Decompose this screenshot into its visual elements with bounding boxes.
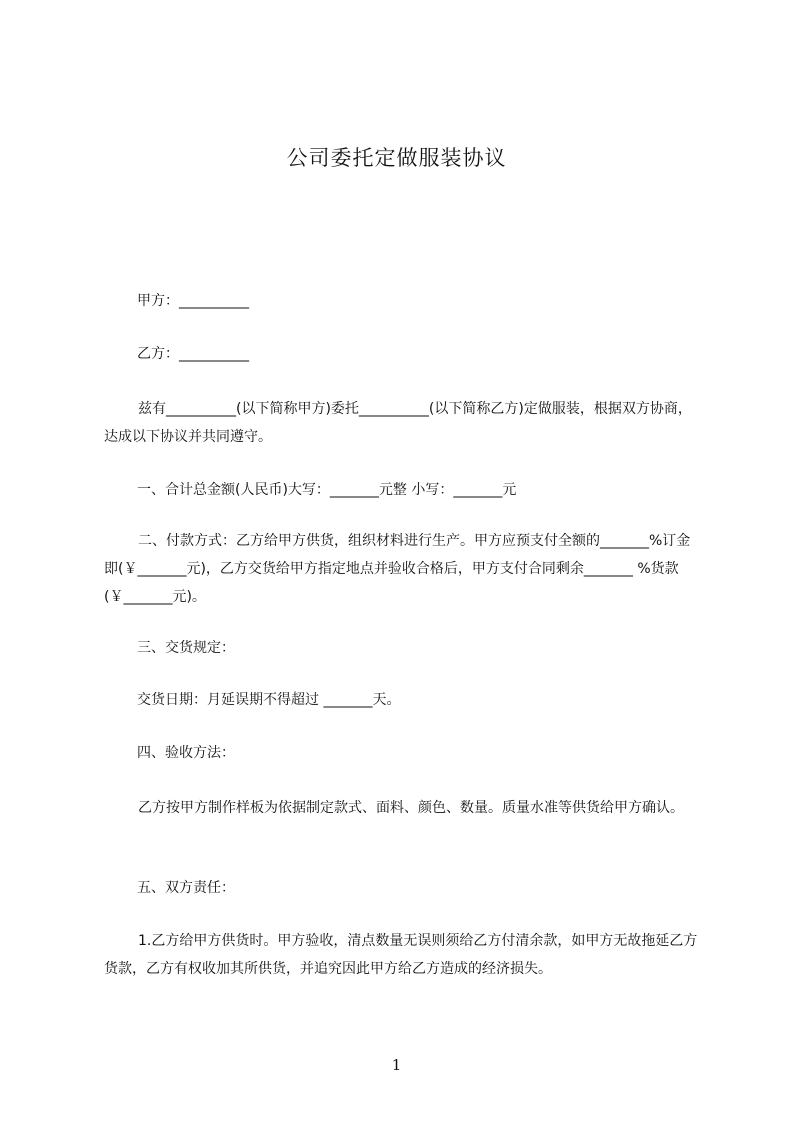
intro-paragraph [104, 395, 704, 451]
section-5-heading: 五、双方责任： [137, 880, 235, 896]
section-3-heading: 三、交货规定： [137, 640, 235, 656]
section-4-heading: 四、验收方法： [137, 745, 235, 761]
page-number: 1 [391, 1056, 402, 1074]
section-4-body [104, 794, 704, 822]
section-5-item-1 [104, 927, 704, 983]
document-title: 公司委托定做服装协议 [286, 146, 507, 170]
section-2-payment [104, 527, 704, 611]
party-a-line: 甲方：__________ [137, 293, 249, 309]
party-b-line: 乙方：__________ [137, 346, 249, 362]
intro-text: 兹有__________(以下简称甲方)委托__________(以下简称乙方)定做服装，根据双方协商，达成以下协议并共同遵守。 [104, 401, 692, 445]
section-4-text: 乙方按甲方制作样板为依据制定款式、面料、颜色、数量。质量水准等供货给甲方确认。 [138, 800, 684, 816]
section-1-total-amount: 一、合计总金额(人民币)大写：_______元整 小写：_______元 [137, 482, 517, 498]
section-5-item-1-text: 1.乙方给甲方供货时。甲方验收，清点数量无误则须给乙方付清余款，如甲方无故拖延乙方货款，乙方有权收加其所供货，并追究因此甲方给乙方造成的经济损失。 [104, 933, 698, 977]
section-2-text: 二、付款方式：乙方给甲方供货，组织材料进行生产。甲方应预支付全额的_______%订金即(￥_______元)，乙方交货给甲方指定地点并验收合格后，甲方支付合同剩余_______ %货款(￥_______元)。 [104, 533, 691, 605]
delivery-date-line: 交货日期：月延误期不得超过 _______天。 [137, 692, 401, 708]
